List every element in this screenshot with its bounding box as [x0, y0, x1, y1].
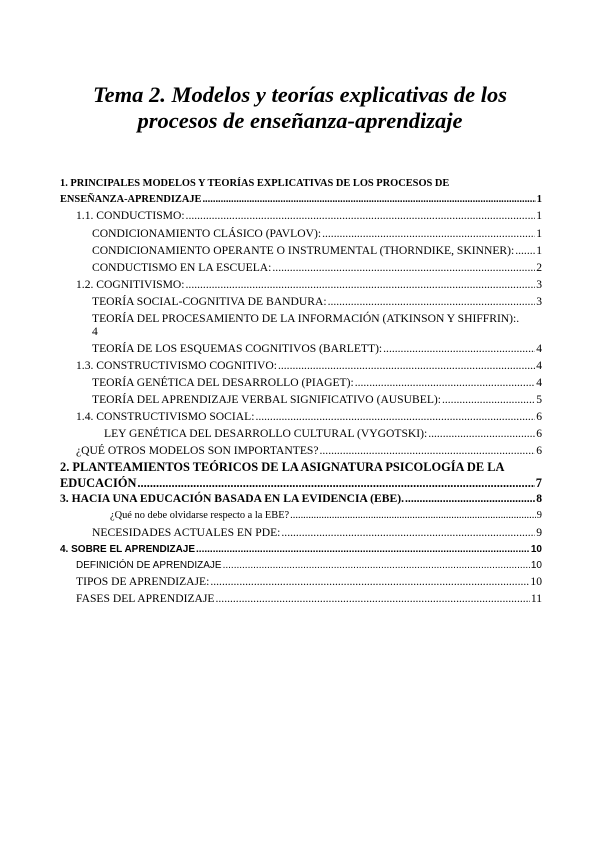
- leader-dots: [320, 443, 536, 459]
- toc-page-number: 6: [536, 444, 542, 457]
- toc-page-number: 7: [535, 476, 542, 490]
- leader-dots: [216, 591, 530, 607]
- toc-entry-8-page: 4: [92, 325, 98, 338]
- toc-entry-1[interactable]: [60, 192, 542, 208]
- toc-entry-3[interactable]: [92, 226, 542, 242]
- leader-dots: [210, 574, 529, 590]
- toc-entry-label: ENSEÑANZA-APRENDIZAJE: [60, 194, 202, 205]
- leader-dots: [186, 208, 536, 224]
- toc-entry-label: TEORÍA SOCIAL-COGNITIVA DE BANDURA:: [92, 295, 327, 308]
- toc-page-number: 11: [530, 592, 542, 605]
- leader-dots: [255, 409, 535, 425]
- toc-page-number: 1: [536, 227, 542, 240]
- leader-dots: [281, 525, 535, 541]
- toc-entry-label: ¿Qué no debe olvidarse respecto a la EBE?: [110, 510, 290, 521]
- title-line-1: Tema 2. Modelos y teorías explicativas de los: [92, 82, 508, 107]
- leader-dots: [515, 243, 535, 259]
- toc-entry-11[interactable]: [92, 375, 542, 391]
- toc-entry-20[interactable]: [60, 542, 542, 558]
- leader-dots: [442, 392, 535, 408]
- toc-page-number: 4: [536, 376, 542, 389]
- leader-dots: [355, 375, 536, 391]
- toc-page-number: 5: [536, 393, 542, 406]
- leader-dots: [290, 508, 536, 524]
- toc-entry-6[interactable]: [76, 277, 542, 293]
- toc-entry-label: TEORÍA DEL PROCESAMIENTO DE LA INFORMACIÓN (ATKINSON Y SHIFFRIN):: [92, 312, 517, 325]
- toc-page-number: 10: [530, 575, 542, 588]
- leader-dots: [278, 358, 535, 374]
- toc-entry-17[interactable]: [60, 491, 542, 507]
- toc-entry-label: TEORÍA DE LOS ESQUEMAS COGNITIVOS (BARLETT):: [92, 342, 383, 355]
- toc-page-number: 6: [536, 410, 542, 423]
- title-line-2: procesos de enseñanza-aprendizaje: [137, 108, 463, 133]
- leader-dots: [272, 260, 535, 276]
- toc-entry-18[interactable]: [110, 508, 542, 524]
- toc-page-number: 9: [536, 526, 542, 539]
- toc-page-number: 10: [530, 560, 542, 571]
- toc-entry-2[interactable]: [76, 208, 542, 224]
- toc-entry-label: CONDICIONAMIENTO OPERANTE O INSTRUMENTAL (THORNDIKE, SKINNER):: [92, 244, 515, 257]
- toc-entry-12[interactable]: [92, 392, 542, 408]
- leader-dots: [322, 226, 535, 242]
- toc-entry-21[interactable]: [76, 558, 542, 574]
- toc-entry-16[interactable]: [60, 475, 542, 491]
- toc-page-number: 1: [536, 244, 542, 257]
- toc-entry-label: 1.1. CONDUCTISMO:: [76, 209, 185, 222]
- toc-page-number: 4: [536, 342, 542, 355]
- toc-entry-label: CONDUCTISMO EN LA ESCUELA:: [92, 261, 272, 274]
- toc-page-number: 10: [530, 544, 542, 555]
- toc-page-number: 6: [536, 427, 542, 440]
- toc-page-number: 9: [536, 510, 542, 521]
- toc-page-number: 8: [536, 492, 542, 505]
- toc-entry-label: CONDICIONAMIENTO CLÁSICO (PAVLOV):: [92, 227, 322, 240]
- toc-entry-1-line1[interactable]: 1. PRINCIPALES MODELOS Y TEORÍAS EXPLICATIVAS DE LOS PROCESOS DE: [60, 178, 450, 189]
- toc-page-number: 1: [536, 209, 542, 222]
- toc-entry-label: LEY GENÉTICA DEL DESARROLLO CULTURAL (VYGOTSKI):: [104, 427, 428, 440]
- toc-entry-14[interactable]: [104, 426, 542, 442]
- toc-entry-4[interactable]: [92, 243, 542, 259]
- toc-entry-label: 1.4. CONSTRUCTIVISMO SOCIAL:: [76, 410, 255, 423]
- leader-dots: [137, 475, 534, 491]
- document-title: [60, 82, 540, 134]
- toc-entry-label: 1.2. COGNITIVISMO:: [76, 278, 185, 291]
- toc-entry-7[interactable]: [92, 294, 542, 310]
- leader-dots: [428, 426, 535, 442]
- toc-entry-9[interactable]: [92, 341, 542, 357]
- leader-dots: [383, 341, 535, 357]
- toc-page-number: 4: [536, 359, 542, 372]
- toc-page-number: 3: [536, 278, 542, 291]
- toc-page-number: 3: [536, 295, 542, 308]
- toc-entry-label: TEORÍA DEL APRENDIZAJE VERBAL SIGNIFICATIVO (AUSUBEL):: [92, 393, 441, 406]
- toc-entry-label: NECESIDADES ACTUALES EN PDE:: [92, 526, 281, 539]
- toc-entry-5[interactable]: [92, 260, 542, 276]
- toc-entry-10[interactable]: [76, 358, 542, 374]
- toc-entry-8[interactable]: [92, 311, 519, 327]
- leader-dots: [186, 277, 536, 293]
- leader-dots: [202, 192, 535, 208]
- toc-entry-19[interactable]: [92, 525, 542, 541]
- leader-dots: [328, 294, 536, 310]
- leader-dots: [223, 558, 530, 574]
- toc-entry-label: ¿QUÉ OTROS MODELOS SON IMPORTANTES?: [76, 444, 319, 457]
- toc-entry-16-line1[interactable]: 2. PLANTEAMIENTOS TEÓRICOS DE LA ASIGNATURA PSICOLOGÍA DE LA: [60, 460, 505, 474]
- toc-entry-label: 1.3. CONSTRUCTIVISMO COGNITIVO:: [76, 359, 277, 372]
- toc-entry-label: DEFINICIÓN DE APRENDIZAJE: [76, 560, 222, 571]
- leader-dots: [196, 542, 530, 558]
- toc-page-number: 1: [536, 194, 542, 205]
- toc-entry-label: TEORÍA GENÉTICA DEL DESARROLLO (PIAGET):: [92, 376, 354, 389]
- toc-entry-label: 4. SOBRE EL APRENDIZAJE: [60, 544, 196, 555]
- leader-dots: .: [516, 312, 520, 325]
- leader-dots: [405, 491, 535, 507]
- toc-entry-22[interactable]: [76, 574, 542, 590]
- toc-entry-label: EDUCACIÓN: [60, 476, 137, 490]
- toc-entry-label: 3. HACIA UNA EDUCACIÓN BASADA EN LA EVIDENCIA (EBE).: [60, 492, 405, 505]
- toc-entry-15[interactable]: [76, 443, 542, 459]
- toc-entry-label: TIPOS DE APRENDIZAJE:: [76, 575, 210, 588]
- toc-page-number: 2: [536, 261, 542, 274]
- toc-entry-13[interactable]: [76, 409, 542, 425]
- toc-entry-label: FASES DEL APRENDIZAJE: [76, 592, 215, 605]
- toc-entry-23[interactable]: [76, 591, 542, 607]
